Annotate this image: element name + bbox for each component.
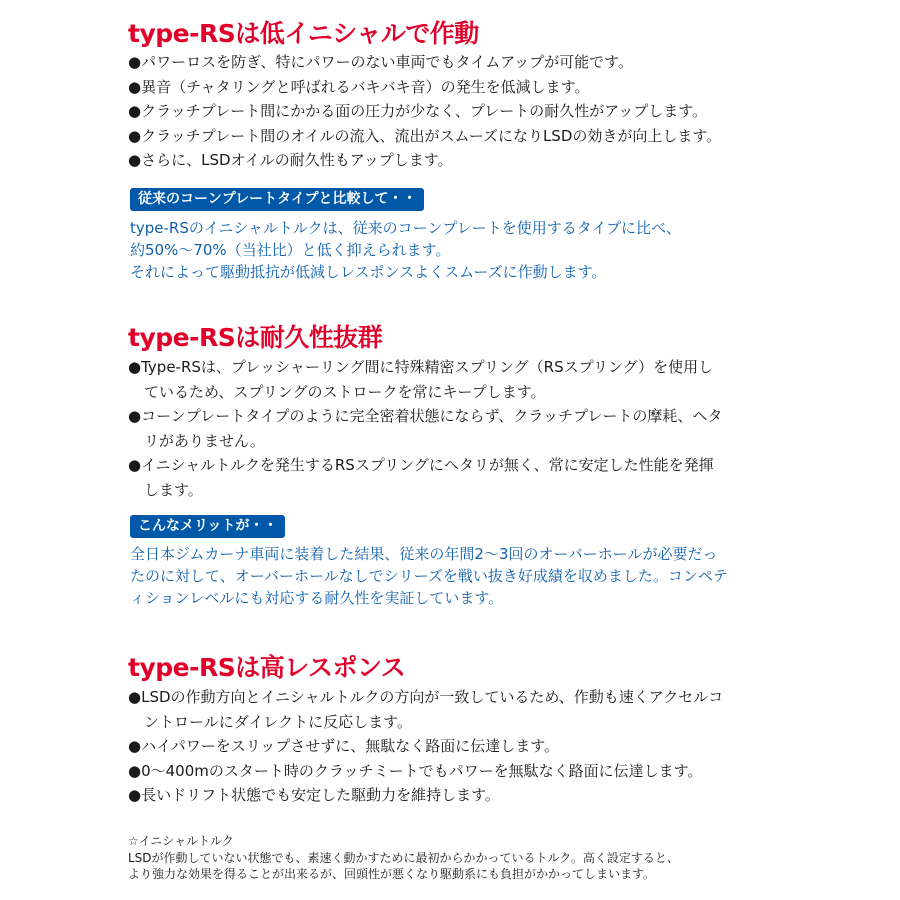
bullet-item-continued: リがありません。 bbox=[144, 431, 265, 450]
section-heading-durability: type-RSは耐久性抜群 bbox=[128, 323, 383, 352]
bullet-list-response bbox=[128, 685, 723, 808]
bullet-item: ●さらに、LSDオイルの耐久性もアップします。 bbox=[128, 151, 453, 169]
merit-text-line: たのに対して、オーバーホールなしでシリーズを戦い抜き好成績を収めました。コンペテ bbox=[130, 567, 728, 585]
bullet-item: ●クラッチプレート間のオイルの流入、流出がスムーズになりLSDの効きが向上します。 bbox=[128, 126, 722, 145]
comparison-text-line: 約50%〜70%（当社比）と低く抑えられます。 bbox=[130, 241, 451, 259]
comparison-text bbox=[130, 217, 681, 283]
bullet-item: ●Type-RSは、プレッシャーリング間に特殊精密スプリング（RSスプリング）を使用し bbox=[128, 358, 714, 376]
comparison-label: 従来のコーンプレートタイプと比較して・・ bbox=[130, 188, 424, 211]
bullet-item: ●コーンプレートタイプのように完全密着状態にならず、クラッチプレートの摩耗、ヘタ bbox=[128, 407, 723, 425]
bullet-item: ●長いドリフト状態でも安定した駆動力を維持します。 bbox=[128, 786, 500, 804]
bullet-item: ●ハイパワーをスリップさせずに、無駄なく路面に伝達します。 bbox=[128, 737, 559, 755]
merit-text-line: 全日本ジムカーナ車両に装着した結果、従来の年間2〜3回のオーバーホールが必要だっ bbox=[130, 545, 718, 563]
note-title: ☆イニシャルトルク bbox=[128, 834, 234, 848]
bullet-item: ●パワーロスを防ぎ、特にパワーのない車両でもタイムアップが可能です。 bbox=[128, 53, 633, 71]
bullet-item: ●異音（チャタリングと呼ばれるバキバキ音）の発生を低減します。 bbox=[128, 77, 590, 96]
initial-torque-note bbox=[128, 833, 679, 883]
merit-text-line: ィションレベルにも対応する耐久性を実証しています。 bbox=[130, 589, 504, 607]
bullet-list-durability bbox=[128, 355, 722, 502]
bullet-item: ●LSDの作動方向とイニシャルトルクの方向が一致しているため、作動も速くアクセルコ bbox=[128, 688, 724, 706]
comparison-text-line: type-RSのイニシャルトルクは、従来のコーンプレートを使用するタイプに比べ、 bbox=[130, 219, 682, 237]
bullet-item-continued: ているため、スプリングのストロークを常にキープします。 bbox=[144, 382, 546, 401]
bullet-item-continued: します。 bbox=[144, 480, 203, 499]
note-line: LSDが作動していない状態でも、素速く動かすために最初からかかっているトルク。高く設定すると、 bbox=[128, 850, 679, 865]
bullet-item: ●クラッチプレート間にかかる面の圧力が少なく、プレートの耐久性がアップします。 bbox=[128, 102, 708, 120]
merit-label: こんなメリットが・・ bbox=[130, 515, 285, 538]
bullet-item: ●0〜400mのスタート時のクラッチミートでもパワーを無駄なく路面に伝達します。 bbox=[128, 761, 703, 780]
section-heading-response: type-RSは高レスポンス bbox=[128, 653, 406, 682]
note-line: より強力な効果を得ることが出来るが、回頭性が悪くなり駆動系にも負担がかかってしまいます。 bbox=[128, 867, 656, 881]
merit-text bbox=[130, 543, 728, 609]
bullet-item-continued: ントロールにダイレクトに反応します。 bbox=[144, 712, 412, 731]
comparison-text-line: それによって駆動抵抗が低減しレスポンスよくスムーズに作動します。 bbox=[130, 263, 607, 281]
bullet-item: ●イニシャルトルクを発生するRSスプリングにヘタリが無く、常に安定した性能を発揮 bbox=[128, 456, 714, 474]
section-heading-low-initial: type-RSは低イニシャルで作動 bbox=[128, 19, 479, 48]
bullet-list-low-initial bbox=[128, 50, 721, 173]
